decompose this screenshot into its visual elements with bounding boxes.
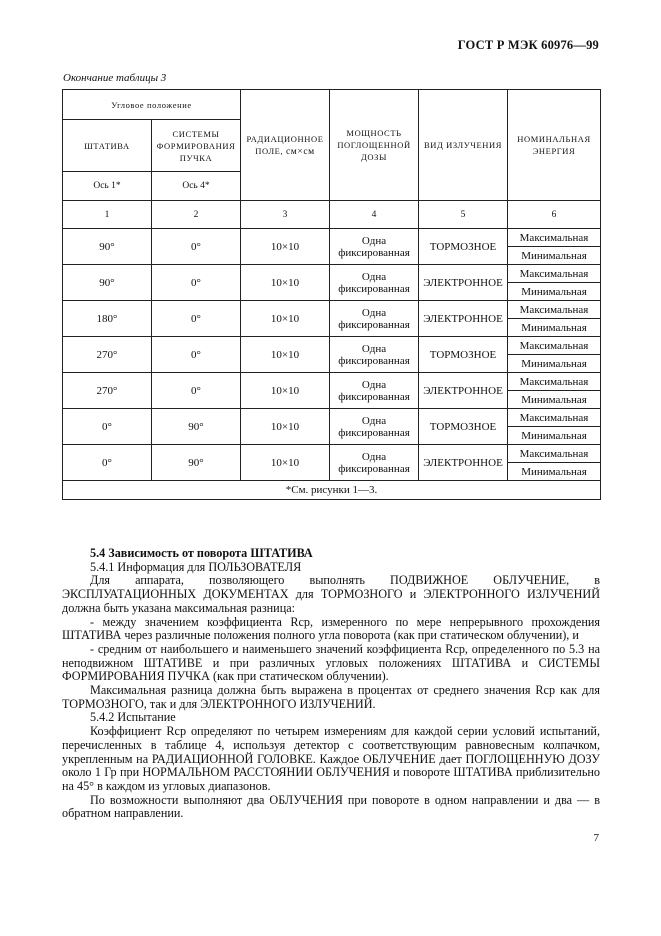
header-axis-4: Ось 4* (152, 172, 241, 201)
cell-energy-min: Минимальная (508, 283, 601, 301)
cell-dose-rate: Одна фиксированная (330, 409, 419, 445)
paragraph: 5.4.2 Испытание (90, 710, 176, 725)
cell-field-size: 10×10 (241, 301, 330, 337)
cell-gantry-angle: 270° (63, 337, 152, 373)
paragraph: 5.4.1 Информация для ПОЛЬЗОВАТЕЛЯ (90, 559, 302, 574)
table-continuation-label: Окончание таблицы 3 (63, 72, 167, 84)
header-radiation-field: РАДИАЦИОННОЕ ПОЛЕ, см×см (241, 90, 330, 201)
cell-dose-rate: Одна фиксированная (330, 265, 419, 301)
cell-dose-rate: Одна фиксированная (330, 301, 419, 337)
cell-radiation-type: ТОРМОЗНОЕ (419, 337, 508, 373)
cell-radiation-type: ЭЛЕКТРОННОЕ (419, 265, 508, 301)
section-5-4 (62, 547, 600, 821)
column-number: 6 (508, 201, 601, 229)
cell-radiation-type: ТОРМОЗНОЕ (419, 409, 508, 445)
paragraph: Для аппарата, позволяющего выполнять ПОДВИЖНОЕ ОБЛУЧЕНИЕ, в ЭКСПЛУАТАЦИОННЫХ ДОКУМЕНТАХ для ТОРМОЗНОГО и ЭЛЕКТРОННОГО ИЗЛУЧЕНИЙ должна быть указана максимальная разница: (62, 573, 600, 615)
cell-energy-min: Минимальная (508, 319, 601, 337)
header-gantry: ШТАТИВА (63, 120, 152, 172)
cell-energy-max: Максимальная (508, 337, 601, 355)
cell-beam-angle: 0° (152, 337, 241, 373)
cell-gantry-angle: 0° (63, 445, 152, 481)
cell-gantry-angle: 180° (63, 301, 152, 337)
paragraph: Коэффициент Rср определяют по четырем измерениям для каждой серии условий испытаний, перечисленных в таблице 4, используя детектор с соответствующим равновесным колпачком, укрепленным на РАДИАЦИОННОЙ ГОЛОВКЕ. Каждое ОБЛУЧЕНИЕ дает ПОГЛОЩЕННУЮ ДОЗУ около 1 Гр при НОРМАЛЬНОМ РАССТОЯНИИ ОБЛУЧЕНИЯ и повороте ШТАТИВА приблизительно на 45° в каждом из угловых диапазонов. (62, 724, 600, 793)
paragraph: - между значением коэффициента Rср, измеренного по мере непрерывного прохождения ШТАТИВА через различные положения полного угла поворота (как при статическом облучении), и (62, 614, 600, 643)
cell-field-size: 10×10 (241, 229, 330, 265)
table-3 (62, 89, 601, 500)
section-title: 5.4 Зависимость от поворота ШТАТИВА (90, 546, 313, 560)
cell-beam-angle: 90° (152, 409, 241, 445)
cell-dose-rate: Одна фиксированная (330, 337, 419, 373)
cell-energy-max: Максимальная (508, 373, 601, 391)
cell-beam-angle: 90° (152, 445, 241, 481)
header-beam-system: СИСТЕМЫ ФОРМИРОВАНИЯ ПУЧКА (152, 120, 241, 172)
cell-energy-max: Максимальная (508, 445, 601, 463)
cell-gantry-angle: 270° (63, 373, 152, 409)
cell-field-size: 10×10 (241, 373, 330, 409)
cell-energy-min: Минимальная (508, 247, 601, 265)
cell-beam-angle: 0° (152, 301, 241, 337)
cell-energy-max: Максимальная (508, 409, 601, 427)
cell-beam-angle: 0° (152, 229, 241, 265)
paragraph: По возможности выполняют два ОБЛУЧЕНИЯ при повороте в одном направлении и два — в обратном направлении. (62, 792, 600, 821)
cell-dose-rate: Одна фиксированная (330, 445, 419, 481)
cell-energy-max: Максимальная (508, 229, 601, 247)
cell-energy-min: Минимальная (508, 427, 601, 445)
table-footnote: *См. рисунки 1—3. (63, 481, 601, 500)
column-number: 1 (63, 201, 152, 229)
cell-energy-max: Максимальная (508, 301, 601, 319)
cell-energy-min: Минимальная (508, 391, 601, 409)
column-number: 3 (241, 201, 330, 229)
cell-radiation-type: ЭЛЕКТРОННОЕ (419, 373, 508, 409)
cell-energy-max: Максимальная (508, 265, 601, 283)
paragraph: - средним от наибольшего и наименьшего значений коэффициента Rср, определенного по 5.3 на неподвижном ШТАТИВЕ и при различных угловых положениях ШТАТИВА и СИСТЕМЫ ФОРМИРОВАНИЯ ПУЧКА (как при статическом облучении). (62, 641, 600, 684)
cell-field-size: 10×10 (241, 265, 330, 301)
cell-beam-angle: 0° (152, 373, 241, 409)
cell-energy-min: Минимальная (508, 463, 601, 481)
cell-beam-angle: 0° (152, 265, 241, 301)
document-header: ГОСТ Р МЭК 60976—99 (457, 38, 599, 52)
column-number: 5 (419, 201, 508, 229)
cell-field-size: 10×10 (241, 445, 330, 481)
cell-dose-rate: Одна фиксированная (330, 229, 419, 265)
cell-gantry-angle: 0° (63, 409, 152, 445)
cell-field-size: 10×10 (241, 409, 330, 445)
cell-dose-rate: Одна фиксированная (330, 373, 419, 409)
page-number: 7 (593, 832, 599, 844)
header-angular-position: Угловое положение (63, 90, 241, 120)
cell-energy-min: Минимальная (508, 355, 601, 373)
header-axis-1: Ось 1* (63, 172, 152, 201)
cell-gantry-angle: 90° (63, 265, 152, 301)
cell-radiation-type: ЭЛЕКТРОННОЕ (419, 445, 508, 481)
header-radiation-type: ВИД ИЗЛУЧЕНИЯ (419, 90, 508, 201)
header-dose-rate: МОЩНОСТЬ ПОГЛОЩЕННОЙ ДОЗЫ (330, 90, 419, 201)
cell-gantry-angle: 90° (63, 229, 152, 265)
cell-radiation-type: ТОРМОЗНОЕ (419, 229, 508, 265)
header-nominal-energy: НОМИНАЛЬНАЯ ЭНЕРГИЯ (508, 90, 601, 201)
column-number: 2 (152, 201, 241, 229)
cell-radiation-type: ЭЛЕКТРОННОЕ (419, 301, 508, 337)
cell-field-size: 10×10 (241, 337, 330, 373)
paragraph: Максимальная разница должна быть выражена в процентах от среднего значения Rср как для ТОРМОЗНОГО, так и для ЭЛЕКТРОННОГО ИЗЛУЧЕНИЙ. (62, 683, 600, 711)
column-number: 4 (330, 201, 419, 229)
